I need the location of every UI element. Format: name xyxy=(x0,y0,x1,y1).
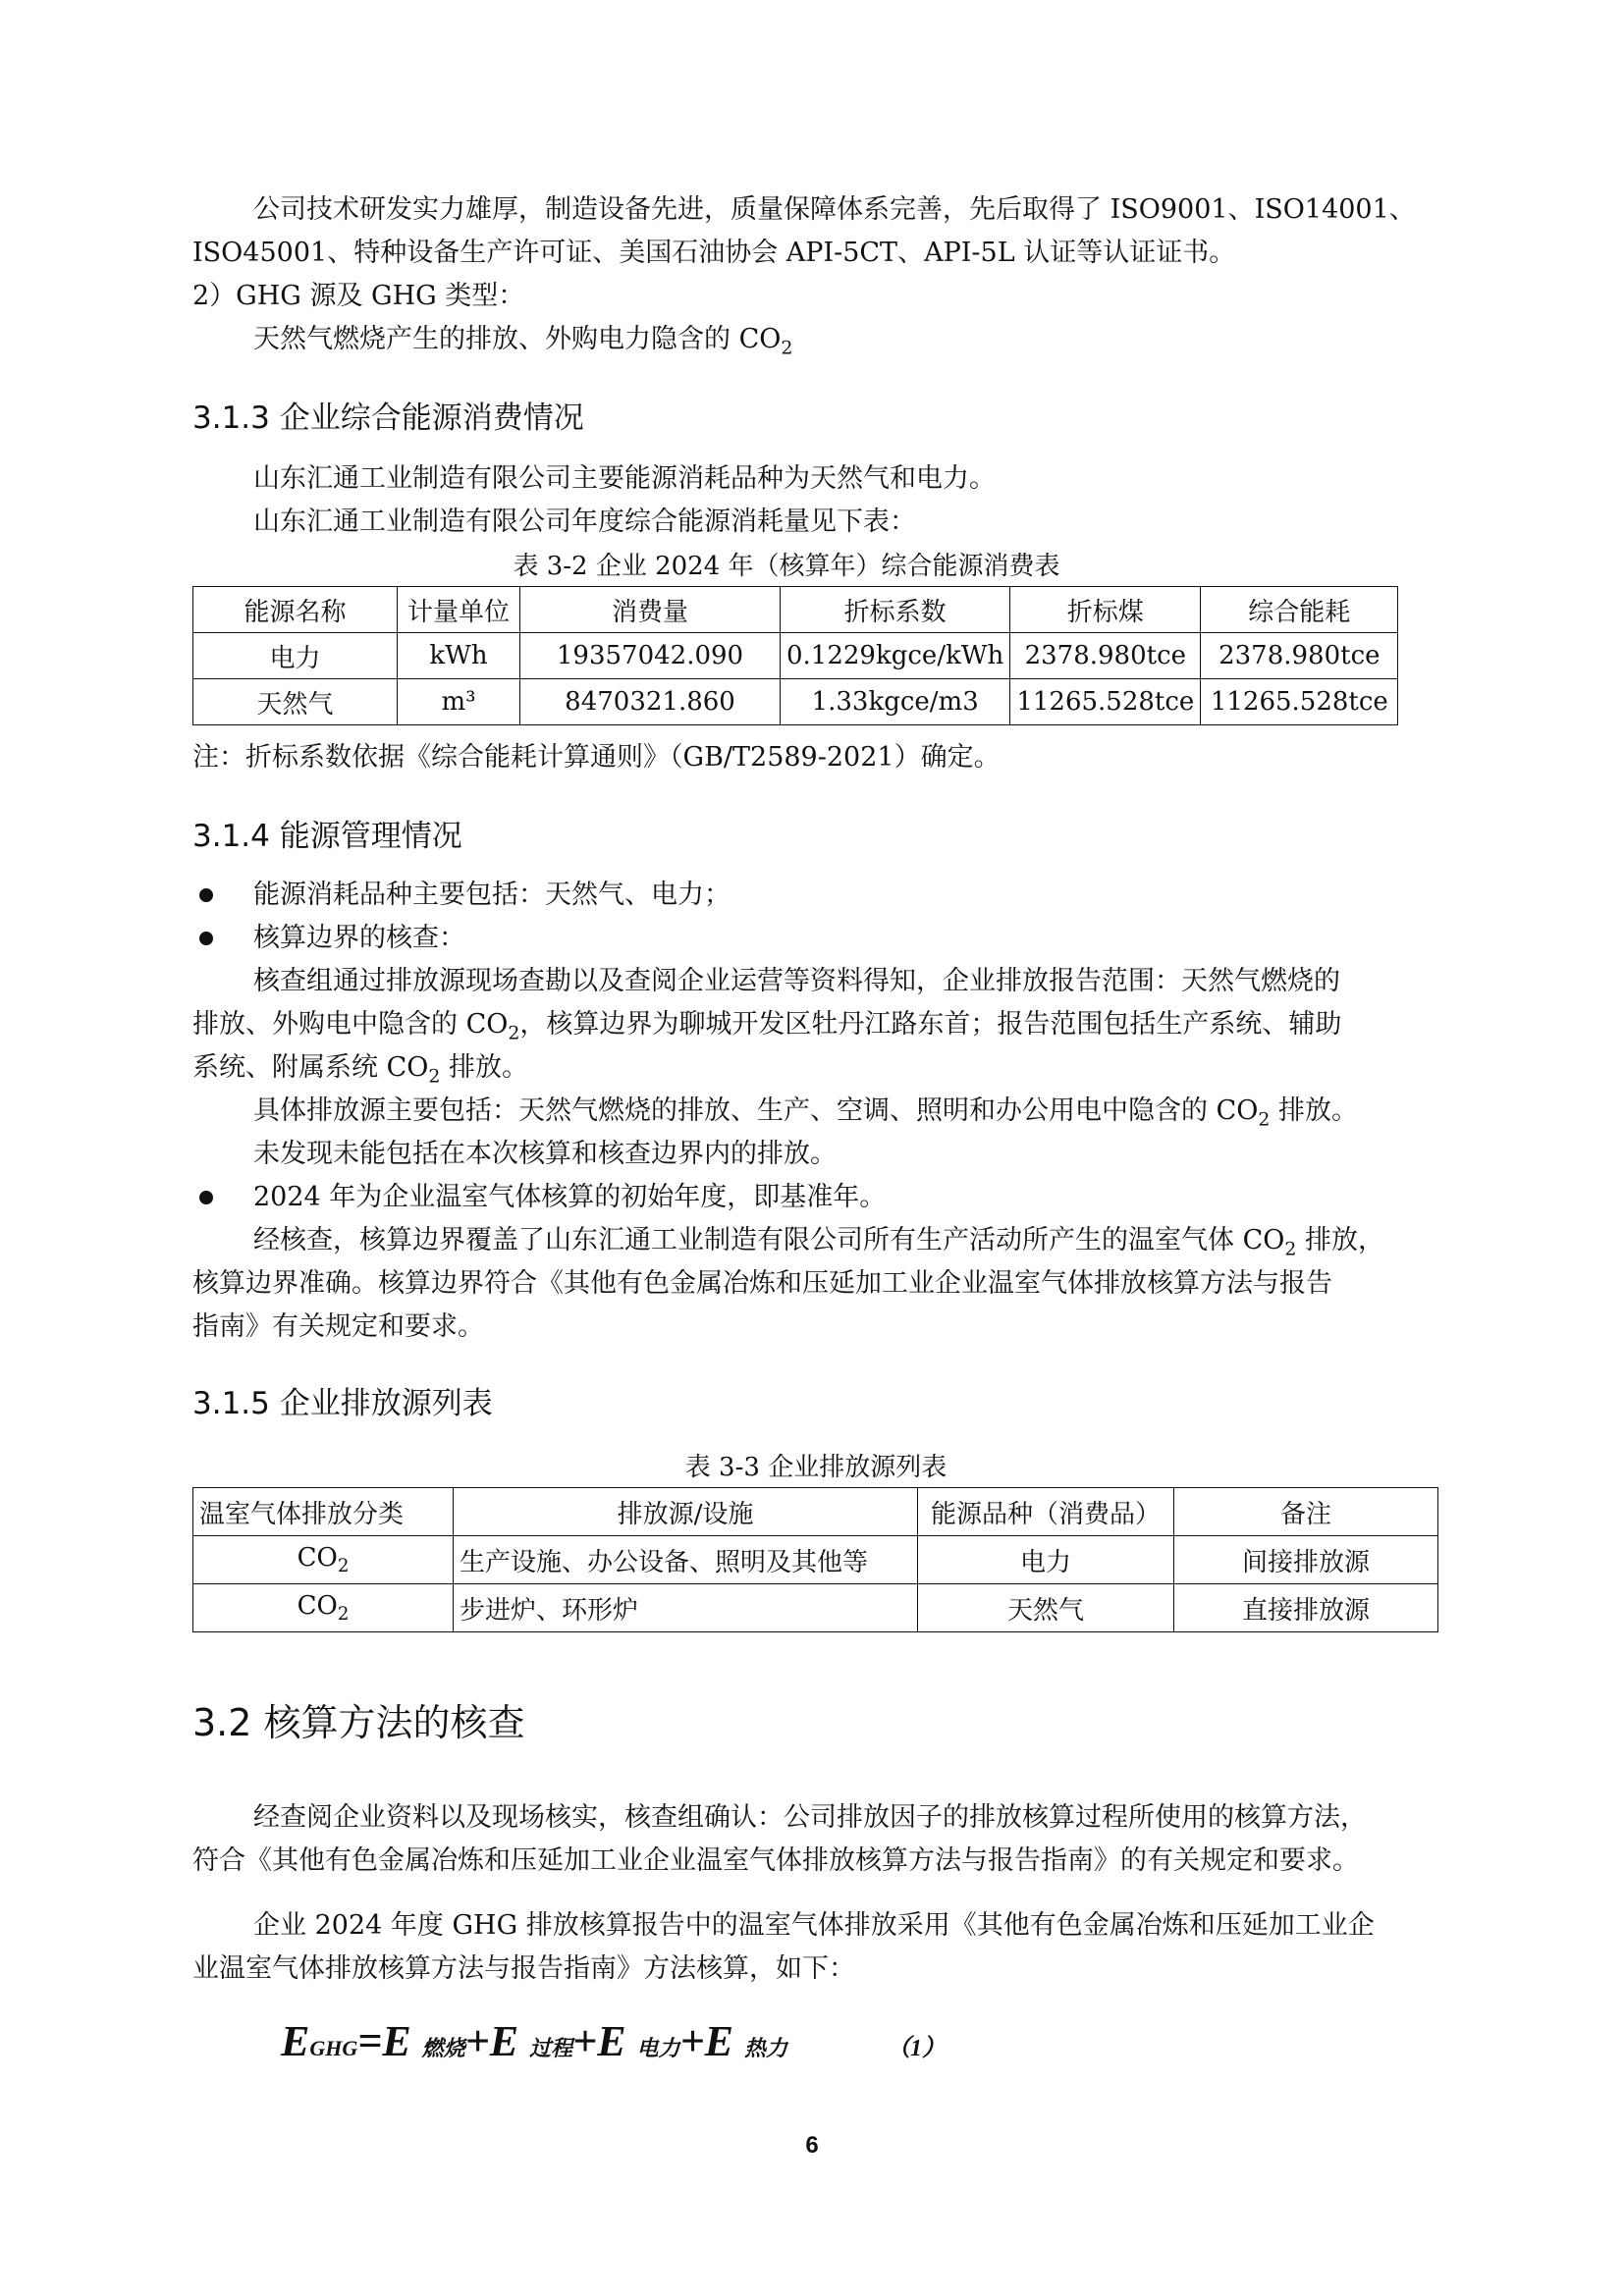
table-cell: 2378.980tce xyxy=(1201,633,1398,679)
bullet-icon xyxy=(199,888,213,902)
ghg-heading: 2）GHG 源及 GHG 类型： xyxy=(192,281,525,311)
table-cell: 电力 xyxy=(918,1536,1174,1584)
table-note: 注：折标系数依据《综合能耗计算通则》（GB/T2589-2021）确定。 xyxy=(192,742,1001,773)
page-number: 6 xyxy=(805,2132,819,2159)
formula-subscript: 燃烧 xyxy=(421,2036,465,2060)
intro-line-2: ISO45001、特种设备生产许可证、美国石油协会 API-5CT、API-5L 认证等认证证书。 xyxy=(192,238,1236,268)
bullet-icon xyxy=(199,1191,213,1204)
table-cell: 天然气 xyxy=(193,679,398,725)
table-cell: 直接排放源 xyxy=(1174,1584,1438,1632)
table-header-cell: 能源品种（消费品） xyxy=(918,1488,1174,1536)
co2-text: CO xyxy=(297,1590,338,1621)
formula-number: （1） xyxy=(887,2036,946,2061)
co2-subscript: 2 xyxy=(337,1604,350,1626)
text-span: 系统、附属系统 CO xyxy=(192,1052,429,1083)
s32-para-2-line-1: 企业 2024 年度 GHG 排放核算报告中的温室气体排放采用《其他有色金属冶炼和压延加工业企 xyxy=(253,1910,1375,1941)
table-cell: m³ xyxy=(398,679,520,725)
energy-consumption-table xyxy=(192,586,1398,725)
text-span: 经核查，核算边界覆盖了山东汇通工业制造有限公司所有生产活动所产生的温室气体 CO xyxy=(253,1225,1285,1255)
s313-para-1: 山东汇通工业制造有限公司主要能源消耗品种为天然气和电力。 xyxy=(253,463,996,494)
bullet-item-2: 核算边界的核查： xyxy=(253,923,465,953)
text-span: 排放， xyxy=(1296,1225,1384,1255)
table-header-cell: 温室气体排放分类 xyxy=(193,1488,454,1536)
section-heading-3-1-3: 3.1.3 企业综合能源消费情况 xyxy=(192,400,584,436)
table-header-cell: 备注 xyxy=(1174,1488,1438,1536)
table-row xyxy=(193,1536,1438,1584)
s313-para-2: 山东汇通工业制造有限公司年度综合能源消耗量见下表： xyxy=(253,507,916,537)
section-heading-3-2: 3.2 核算方法的核查 xyxy=(192,1701,525,1744)
s32-para-1-line-2: 符合《其他有色金属冶炼和压延加工业企业温室气体排放核算方法与报告指南》的有关规定和要求。 xyxy=(192,1845,1359,1876)
table-cell: 19357042.090 xyxy=(520,633,781,679)
co2-text: CO xyxy=(297,1542,338,1573)
ghg-line xyxy=(253,318,792,369)
table-header-cell: 能源名称 xyxy=(193,587,398,633)
table-row xyxy=(193,679,1398,725)
table-cell xyxy=(193,1584,454,1632)
s314-para-4-line-3: 指南》有关规定和要求。 xyxy=(192,1311,484,1342)
s314-para-4-line-2: 核算边界准确。核算边界符合《其他有色金属冶炼和压延加工业企业温室气体排放核算方法与报告 xyxy=(192,1268,1332,1299)
ghg-formula xyxy=(281,2016,946,2066)
text-span: 排放。 xyxy=(440,1052,529,1083)
intro-line-1: 公司技术研发实力雄厚，制造设备先进，质量保障体系完善，先后取得了 ISO9001、ISO14001、 xyxy=(253,194,1416,225)
s32-para-1-line-1: 经查阅企业资料以及现场核实，核查组确认：公司排放因子的排放核算过程所使用的核算方法， xyxy=(253,1802,1367,1833)
co2-subscript: 2 xyxy=(428,1065,441,1088)
table-cell: 2378.980tce xyxy=(1010,633,1201,679)
table-cell: 11265.528tce xyxy=(1201,679,1398,725)
table-cell: 步进炉、环形炉 xyxy=(454,1584,918,1632)
section-heading-3-1-4: 3.1.4 能源管理情况 xyxy=(192,819,462,854)
table-cell: 电力 xyxy=(193,633,398,679)
co2-subscript: 2 xyxy=(1258,1108,1271,1131)
co2-subscript: 2 xyxy=(1284,1238,1297,1260)
co2-subscript: 2 xyxy=(337,1556,350,1577)
bullet-item-1: 能源消耗品种主要包括：天然气、电力； xyxy=(253,880,731,910)
text-span: 具体排放源主要包括：天然气燃烧的排放、生产、空调、照明和办公用电中隐含的 CO xyxy=(253,1095,1259,1126)
s314-para-3: 未发现未能包括在本次核算和核查边界内的排放。 xyxy=(253,1139,837,1169)
formula-subscript: GHG xyxy=(309,2036,358,2060)
table-cell: 生产设施、办公设备、照明及其他等 xyxy=(454,1536,918,1584)
co2-subscript: 2 xyxy=(781,337,793,359)
table-cell: 0.1229kgce/kWh xyxy=(781,633,1010,679)
table-cell: 1.33kgce/m3 xyxy=(781,679,1010,725)
table-header-cell: 折标系数 xyxy=(781,587,1010,633)
text-span: 排放、外购电中隐含的 CO xyxy=(192,1009,509,1040)
table-header-cell: 综合能耗 xyxy=(1201,587,1398,633)
text-span: 排放。 xyxy=(1270,1095,1358,1126)
ghg-line-text: 天然气燃烧产生的排放、外购电力隐含的 CO xyxy=(253,324,782,354)
table-header-cell: 折标煤 xyxy=(1010,587,1201,633)
table-row xyxy=(193,1584,1438,1632)
co2-subscript: 2 xyxy=(508,1022,520,1044)
table-header-row xyxy=(193,1488,1438,1536)
table-cell: 11265.528tce xyxy=(1010,679,1201,725)
section-heading-3-1-5: 3.1.5 企业排放源列表 xyxy=(192,1386,493,1421)
table-3-3-caption: 表 3-3 企业排放源列表 xyxy=(684,1453,947,1482)
table-cell: 8470321.860 xyxy=(520,679,781,725)
formula-subscript: 过程 xyxy=(529,2036,573,2060)
s32-para-2-line-2: 业温室气体排放核算方法与报告指南》方法核算，如下： xyxy=(192,1953,855,1984)
emission-source-table xyxy=(192,1487,1438,1632)
table-3-2-caption: 表 3-2 企业 2024 年（核算年）综合能源消费表 xyxy=(513,552,1060,581)
formula-e: E xyxy=(281,2017,310,2065)
table-cell: 天然气 xyxy=(918,1584,1174,1632)
table-cell: 间接排放源 xyxy=(1174,1536,1438,1584)
text-span: ，核算边界为聊城开发区牡丹江路东首；报告范围包括生产系统、辅助 xyxy=(519,1009,1342,1040)
formula-subscript: 热力 xyxy=(743,2036,787,2060)
s314-para-1-line-1: 核查组通过排放源现场查勘以及查阅企业运营等资料得知，企业排放报告范围：天然气燃烧的 xyxy=(253,966,1340,996)
formula-term: =E xyxy=(357,2017,411,2065)
table-header-cell: 消费量 xyxy=(520,587,781,633)
table-cell xyxy=(193,1536,454,1584)
bullet-icon xyxy=(199,932,213,945)
table-cell: kWh xyxy=(398,633,520,679)
table-header-cell: 计量单位 xyxy=(398,587,520,633)
formula-term: +E xyxy=(464,2017,519,2065)
bullet-item-3: 2024 年为企业温室气体核算的初始年度，即基准年。 xyxy=(253,1182,887,1212)
table-header-row xyxy=(193,587,1398,633)
table-row xyxy=(193,633,1398,679)
formula-subscript: 电力 xyxy=(636,2036,680,2060)
formula-term: +E xyxy=(679,2017,733,2065)
table-header-cell: 排放源/设施 xyxy=(454,1488,918,1536)
formula-term: +E xyxy=(572,2017,626,2065)
